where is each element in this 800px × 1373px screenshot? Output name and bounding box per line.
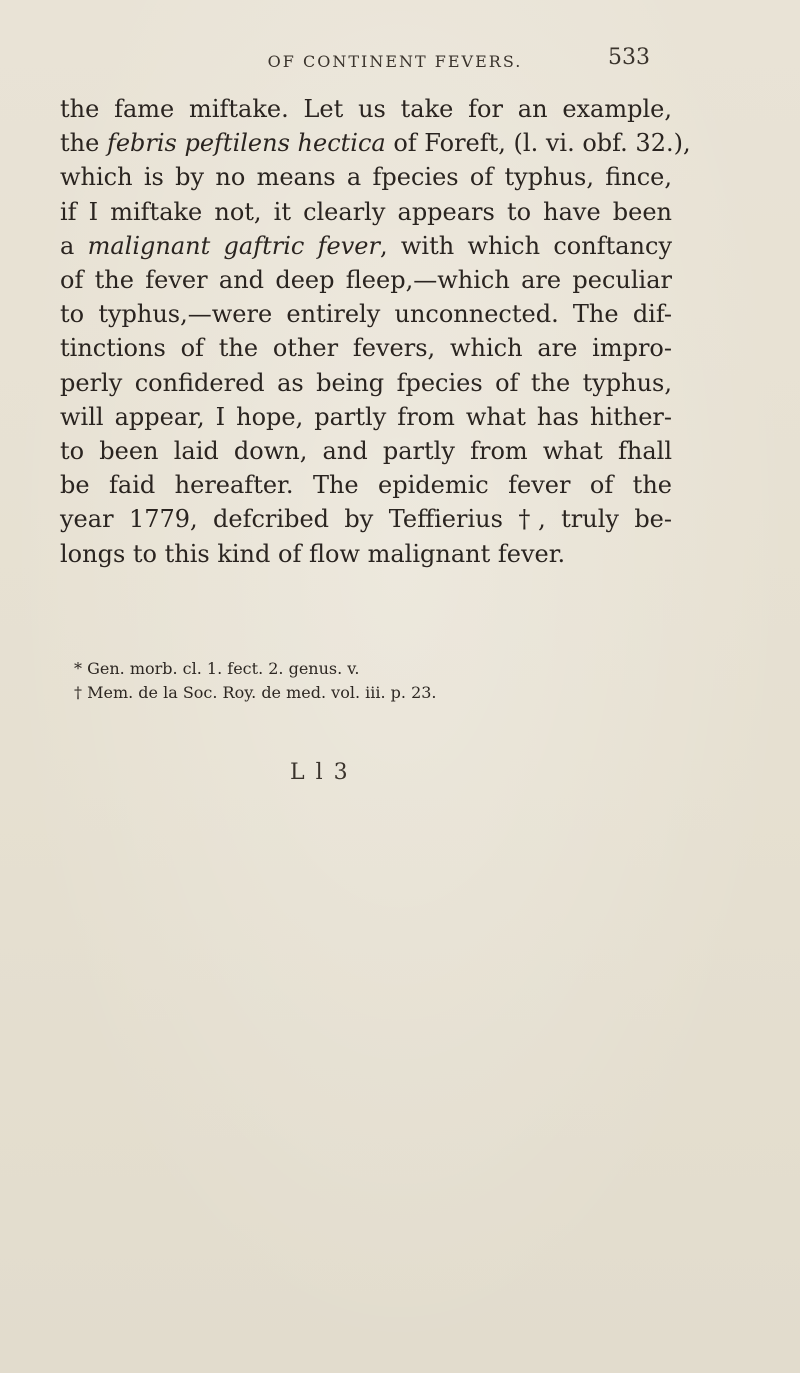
italic-segment: malignant gaftric fever [87,231,380,260]
page-number: 533 [608,45,650,70]
text-line [60,297,672,331]
footnotes [74,657,674,705]
text-segment: , with which conftancy [379,231,672,260]
text-segment: the fame miftake. Let us take for an example, [60,95,672,123]
footnote-2: † Mem. de la Soc. Roy. de med. vol. iii. p. 23. [74,683,437,702]
text-line [60,331,672,365]
text-segment: year 1779, defcribed by Teffierius †, truly be- [60,505,672,534]
text-segment: of Foreft, (l. vi. obf. 32.), [385,129,691,158]
text-segment: will appear, I hope, partly from what has hither- [60,402,672,431]
body-text [60,92,691,571]
text-segment: be faid hereafter. The epidemic fever of the [60,471,672,500]
signature-mark: L l 3 [290,760,350,785]
running-head: OF CONTINENT FEVERS. [267,52,523,71]
text-line [60,502,672,536]
text-segment: of the fever and deep fleep,—which are peculiar [60,266,672,295]
text-line [60,92,672,126]
text-segment: longs to this kind of flow malignant fever. [60,539,566,568]
text-line [60,126,691,160]
text-line [60,160,672,194]
text-line [60,400,672,434]
text-line [60,229,672,263]
text-line [60,366,672,400]
text-line [60,195,672,229]
text-line [60,434,672,468]
text-segment: the [60,129,107,158]
text-line [60,537,672,571]
text-segment: to been laid down, and partly from what fhall [60,437,672,466]
text-line [60,263,672,297]
text-segment: tinctions of the other fevers, which are impro- [60,334,672,363]
italic-segment: febris peftilens hectica [106,129,386,158]
text-line [60,468,672,502]
text-segment: if I miftake not, it clearly appears to have been [60,197,672,226]
text-segment: a [60,231,88,260]
text-segment: to typhus,—were entirely unconnected. The dif- [60,300,672,329]
text-segment: perly confidered as being fpecies of the typhus, [60,368,672,397]
footnote-1: * Gen. morb. cl. 1. fect. 2. genus. v. [74,659,360,678]
text-segment: which is by no means a fpecies of typhus, fince, [60,163,672,192]
